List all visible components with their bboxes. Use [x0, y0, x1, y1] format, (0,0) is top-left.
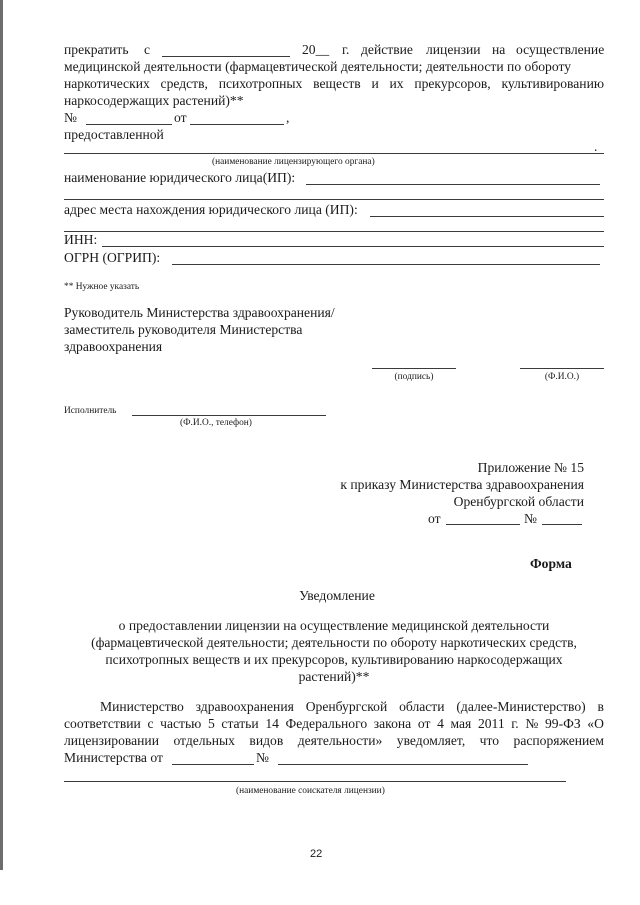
word: г.: [511, 716, 519, 731]
appendix-date-label: от: [428, 511, 441, 526]
appendix-number-label: №: [524, 511, 537, 526]
word: видов: [249, 733, 284, 748]
notice-subject-line-2: (фармацевтической деятельности; деятельности по обороту наркотических средств,: [91, 635, 577, 650]
licensing-body-caption: (наименование лицензирующего органа): [212, 157, 375, 167]
word: 5: [207, 716, 215, 731]
blank-date: [162, 56, 290, 57]
signature-blank: [372, 368, 456, 369]
word: Федерального: [285, 716, 368, 731]
word: закона: [373, 716, 412, 731]
word-license: лицензии: [426, 42, 481, 57]
word: их: [389, 76, 404, 91]
form-label: Форма: [530, 556, 572, 571]
word: «О: [587, 716, 604, 731]
word: психотропных: [218, 76, 303, 91]
signatory-line-2: заместитель руководителя Министерства: [64, 322, 303, 337]
license-date-blank: [190, 124, 284, 125]
word: деятельности»: [297, 733, 383, 748]
appendix-number-blank: [542, 524, 582, 525]
top-line-4: наркосодержащих растений)**: [64, 93, 244, 108]
word: №: [525, 716, 539, 731]
body-line-1: [100, 699, 604, 715]
license-comma: ,: [286, 110, 290, 125]
word: в: [597, 699, 604, 714]
notice-subject-line-1: о предоставлении лицензии на осуществление медицинской деятельности: [118, 618, 550, 633]
word: что: [479, 733, 500, 748]
word: 99-ФЗ: [544, 716, 581, 731]
license-date-label: от: [174, 110, 187, 125]
applicant-caption: (наименование соискателя лицензии): [236, 786, 385, 796]
word: (далее-Министерство): [456, 699, 586, 714]
license-number-label: №: [64, 110, 77, 125]
top-line-3: [64, 76, 604, 92]
word-action: действие: [361, 42, 413, 57]
body-line-3: [64, 733, 604, 749]
top-line-1: [64, 42, 604, 59]
provided-dot: .: [594, 139, 598, 154]
decree-number-label: №: [256, 750, 269, 765]
word: и: [371, 76, 379, 91]
ogrn-blank: [172, 264, 600, 265]
ogrn-label: ОГРН (ОГРИП):: [64, 250, 161, 265]
word: 14: [265, 716, 279, 731]
word-implementation: осуществление: [516, 42, 605, 57]
provided-label: предоставленной: [64, 127, 164, 142]
appendix-date-blank: [446, 524, 520, 525]
word: 2011: [477, 716, 505, 731]
notice-subject-line-4: растений)**: [298, 669, 370, 684]
word: средств,: [160, 76, 208, 91]
decree-date-blank: [172, 764, 254, 765]
word: частью: [160, 716, 202, 731]
executor-blank: [132, 415, 326, 416]
appendix-line-3: Оренбургской области: [453, 494, 584, 509]
word: с: [147, 716, 154, 731]
signature-caption: (подпись): [394, 372, 434, 382]
word: Оренбургской: [305, 699, 388, 714]
word: статьи: [221, 716, 259, 731]
signatory-line-1: Руководитель Министерства здравоохранения/: [64, 305, 335, 320]
word: веществ: [313, 76, 361, 91]
word: отдельных: [173, 733, 235, 748]
word: уведомляет,: [396, 733, 466, 748]
word: от: [417, 716, 431, 731]
page-number: 22: [310, 848, 323, 860]
word: области: [399, 699, 445, 714]
applicant-blank: [64, 781, 566, 782]
word: мая: [450, 716, 472, 731]
footnote: ** Нужное указать: [64, 282, 140, 292]
word-from: с: [144, 42, 151, 57]
word-on: на: [492, 42, 506, 57]
body-line-2: [64, 716, 604, 732]
org-name-blank-2: [64, 199, 604, 200]
licensing-body-blank: [64, 153, 604, 154]
notice-subject-line-3: психотропных веществ и их прекурсоров, культивированию наркосодержащих: [105, 652, 563, 667]
top-line-2: медицинской деятельности (фармацевтической деятельности; деятельности по обороту: [64, 59, 572, 74]
executor-caption: (Ф.И.О., телефон): [180, 418, 252, 428]
word-g: г.: [342, 42, 350, 57]
word: 4: [437, 716, 444, 731]
word: соответствии: [64, 716, 141, 731]
address-label: адрес места нахождения юридического лица (ИП):: [64, 202, 358, 217]
scan-edge: [0, 0, 3, 870]
appendix-line-1: Приложение № 15: [477, 460, 584, 475]
word: Министерство: [100, 699, 184, 714]
name-blank: [520, 368, 604, 369]
word: здравоохранения: [195, 699, 294, 714]
notice-title: Уведомление: [299, 588, 375, 603]
decree-number-blank: [278, 764, 528, 765]
org-name-label: наименование юридического лица(ИП):: [64, 170, 296, 185]
address-blank-2: [64, 231, 604, 232]
word: распоряжением: [513, 733, 604, 748]
word: культивированию: [501, 76, 604, 91]
body-line-4-prefix: Министерства от: [64, 750, 163, 765]
executor-label: Исполнитель: [64, 406, 117, 416]
word: прекурсоров,: [414, 76, 491, 91]
inn-blank: [102, 246, 604, 247]
word-year: 20__: [302, 42, 330, 57]
license-number-blank: [86, 124, 172, 125]
inn-label: ИНН:: [64, 232, 98, 247]
word-terminate: прекратить: [64, 42, 129, 57]
word: наркотических: [64, 76, 150, 91]
name-caption: (Ф.И.О.): [544, 372, 580, 382]
org-name-blank: [306, 184, 600, 185]
signatory-line-3: здравоохранения: [64, 339, 163, 354]
appendix-line-2: к приказу Министерства здравоохранения: [340, 477, 584, 492]
address-blank: [370, 216, 604, 217]
word: лицензировании: [64, 733, 159, 748]
